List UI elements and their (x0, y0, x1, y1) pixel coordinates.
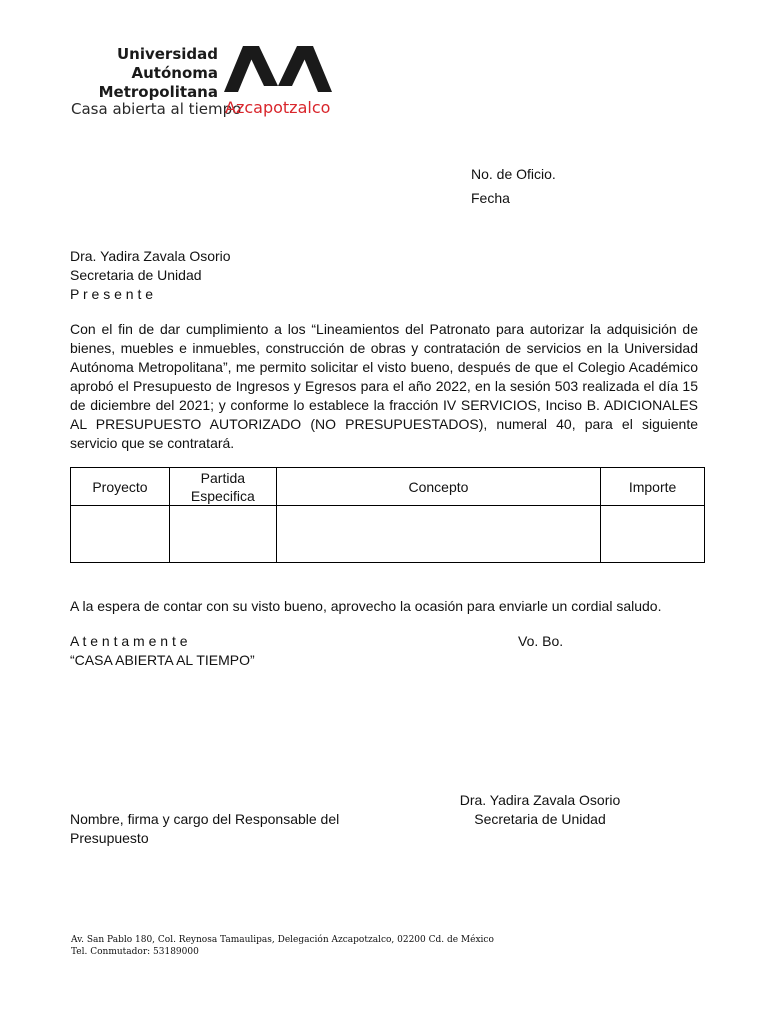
body-line: bienes, muebles e inmuebles, construcción de obras y contratación de servicios en la Universidad (70, 340, 698, 356)
recipient-title: Secretaria de Unidad (70, 267, 202, 283)
header-partida-line2: Especifica (190, 487, 255, 504)
cell-concepto[interactable] (276, 506, 600, 563)
signature-left-line1: Nombre, firma y cargo del Responsable del (70, 811, 340, 827)
footer-phone: Tel. Conmutador: 53189000 (71, 947, 199, 957)
motto: “CASA ABIERTA AL TIEMPO” (70, 652, 255, 668)
tagline: Casa abierta al tiempo (71, 100, 242, 118)
cell-partida[interactable] (169, 506, 276, 563)
fecha-label: Fecha (471, 190, 510, 206)
atentamente: A t e n t a m e n t e (70, 633, 188, 649)
body-line: AL PRESUPUESTO AUTORIZADO (NO PRESUPUESTADOS), numeral 40, para el siguiente (70, 416, 698, 432)
body-paragraph (70, 320, 698, 453)
farewell-text: A la espera de contar con su visto bueno, aprovecho la ocasión para enviarle un cordial saludo. (70, 598, 662, 614)
header-importe: Importe (601, 468, 705, 506)
signature-right-title: Secretaria de Unidad (474, 811, 606, 827)
header-partida (169, 468, 276, 506)
presente: P r e s e n t e (70, 286, 154, 302)
cell-proyecto[interactable] (71, 506, 170, 563)
body-line: aprobó el Presupuesto de Ingresos y Egresos para el año 2022, en la sesión 503 realizada el día 15 (70, 378, 698, 394)
body-line: servicio que se contratará. (70, 435, 235, 451)
university-name-line1: Universidad (116, 45, 218, 63)
header-concepto: Concepto (276, 468, 600, 506)
header-partida-line1: Partida (200, 469, 246, 486)
body-line: Con el fin de dar cumplimiento a los “Lineamientos del Patronato para autorizar la adquisición de (70, 321, 698, 337)
campus-name: Azcapotzalco (225, 98, 331, 117)
university-name-line3: Metropolitana (98, 83, 218, 101)
uam-logo-icon (224, 46, 332, 92)
body-line: Autónoma Metropolitana”, me permito solicitar el visto bueno, después de que el Colegio Académico (70, 359, 698, 375)
budget-table (70, 467, 705, 563)
oficio-label: No. de Oficio. (471, 166, 556, 182)
vobo-label: Vo. Bo. (518, 633, 564, 649)
university-name (96, 45, 218, 102)
signature-left-line2: Presupuesto (70, 830, 149, 846)
cell-importe[interactable] (601, 506, 705, 563)
table-header-row (71, 468, 705, 506)
body-line: de diciembre del 2021; y conforme lo establece la fracción IV SERVICIOS, Inciso B. ADICIONALES (70, 397, 698, 413)
table-row[interactable] (71, 506, 705, 563)
university-name-line2: Autónoma (131, 64, 218, 82)
signature-right-name: Dra. Yadira Zavala Osorio (459, 792, 621, 808)
header-proyecto: Proyecto (71, 468, 170, 506)
recipient-name: Dra. Yadira Zavala Osorio (70, 248, 231, 264)
footer-address: Av. San Pablo 180, Col. Reynosa Tamaulipas, Delegación Azcapotzalco, 02200 Cd. de México (71, 935, 494, 945)
